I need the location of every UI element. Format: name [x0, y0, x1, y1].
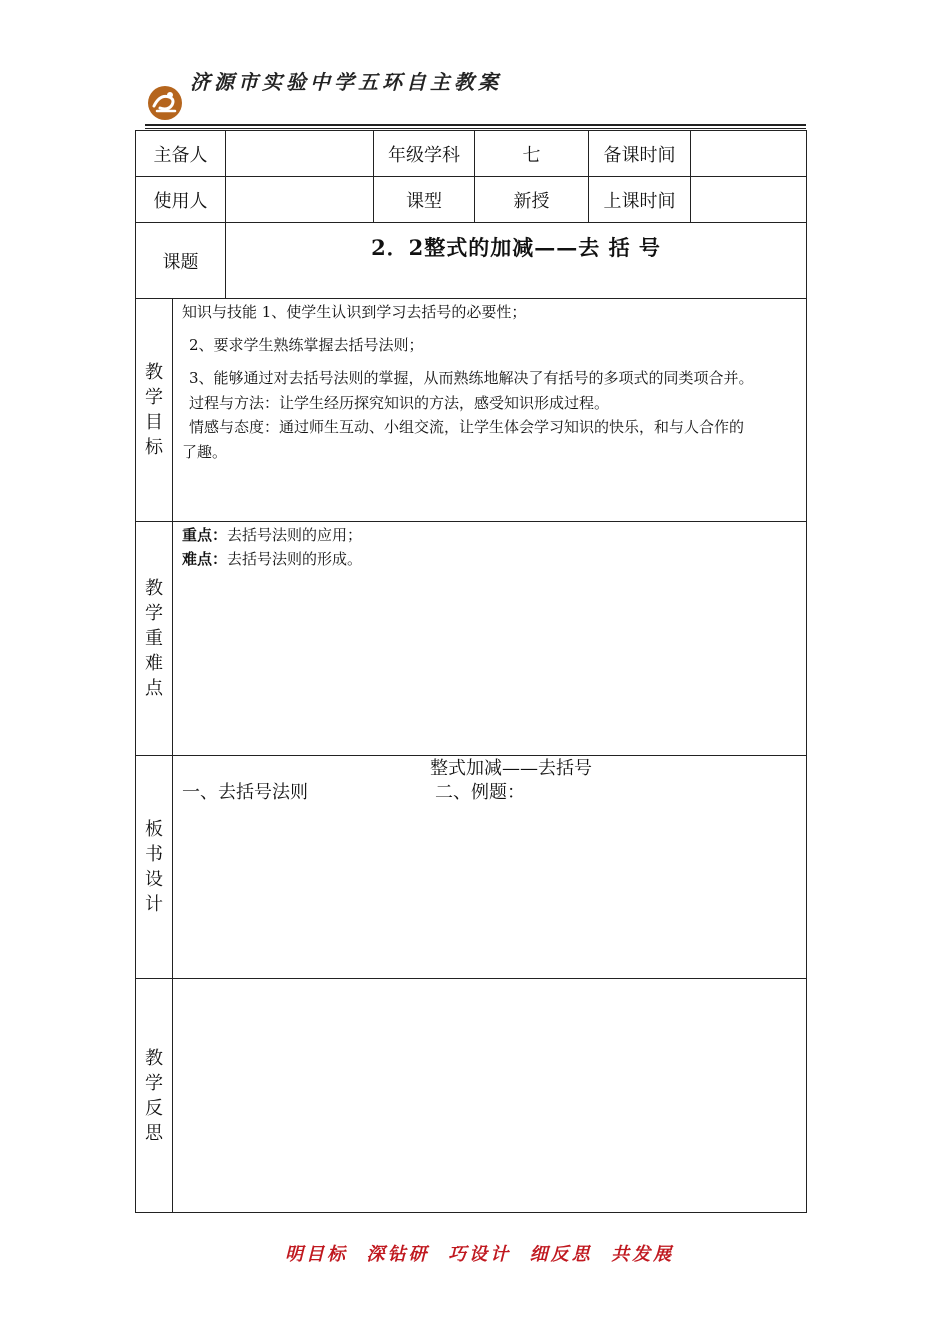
- objective-line: 知识与技能 1、使学生认识到学习去括号的必要性；: [182, 303, 527, 321]
- focus-point: [182, 524, 362, 546]
- board-part-examples: 二、例题：: [435, 782, 525, 803]
- preparer-value[interactable]: [226, 131, 373, 176]
- objective-line: 情感与态度：通过师生互动、小组交流，让学生体会学习知识的快乐，和与人合作的: [189, 418, 745, 436]
- class-time-value[interactable]: [691, 177, 806, 222]
- grade-subject-value[interactable]: 七: [522, 144, 541, 166]
- difficulty-label: 难点：: [182, 550, 228, 568]
- label-char: 教: [145, 362, 163, 383]
- difficulty-point: [182, 548, 362, 570]
- label-char: 教: [145, 578, 163, 599]
- label-char: 反: [145, 1097, 163, 1119]
- label-char: 目: [145, 412, 163, 433]
- footer-motto: 明目标 深钻研 巧设计 细反思 共发展: [285, 1244, 675, 1265]
- board-part-rules: 一、去括号法则: [182, 782, 308, 803]
- label-char: 难: [145, 653, 163, 674]
- user-value[interactable]: [226, 177, 373, 222]
- objective-line: 过程与方法：让学生经历探究知识的方法，感受知识形成过程。: [189, 394, 610, 412]
- header-rule-thin: [145, 128, 806, 129]
- objective-line: 了趣。: [182, 443, 228, 461]
- label-char: 计: [145, 894, 163, 915]
- label-char: 学: [145, 603, 163, 624]
- objective-line: 3、能够通过对去括号法则的掌握，从而熟练地解决了有括号的多项式的同类项合并。: [189, 369, 754, 387]
- grade-subject-label: 年级学科: [388, 144, 460, 166]
- label-char: 点: [145, 678, 163, 699]
- row-divider: [135, 222, 807, 223]
- header-rule: [145, 124, 806, 126]
- board-heading: 整式加减——去括号: [430, 758, 592, 779]
- label-char: 学: [145, 387, 163, 408]
- label-char: 重: [145, 628, 163, 649]
- lesson-type-label: 课型: [406, 190, 442, 212]
- reflection-label: [136, 979, 172, 1212]
- class-time-label: 上课时间: [603, 190, 676, 212]
- lesson-type-value[interactable]: 新授: [513, 190, 550, 212]
- school-header-title: 济源市实验中学五环自主教案: [190, 70, 502, 94]
- label-char: 书: [145, 844, 163, 865]
- row-divider: [135, 298, 807, 299]
- lesson-topic-title: 2．2整式的加减——去 括 号: [371, 235, 661, 260]
- objectives-label: [136, 299, 172, 521]
- preparer-label: 主备人: [153, 144, 208, 166]
- focus-label: 重点：: [182, 526, 228, 544]
- label-char: 标: [145, 437, 163, 458]
- label-char: 板: [145, 819, 163, 840]
- label-char: 教: [145, 1047, 163, 1069]
- school-logo-icon: [145, 84, 185, 122]
- key-points-label: [136, 522, 172, 755]
- reflection-content-area[interactable]: [173, 979, 806, 1212]
- prep-time-value[interactable]: [691, 131, 806, 176]
- focus-text: 去括号法则的应用；: [227, 526, 363, 544]
- board-design-label: [136, 756, 172, 978]
- label-char: 学: [145, 1072, 163, 1094]
- topic-label: 课题: [162, 251, 199, 273]
- user-label: 使用人: [153, 190, 208, 212]
- row-divider: [135, 521, 807, 522]
- label-char: 思: [145, 1122, 163, 1144]
- objective-line: 2、要求学生熟练掌握去括号法则；: [189, 336, 424, 354]
- row-divider: [135, 755, 807, 756]
- prep-time-label: 备课时间: [603, 144, 676, 166]
- label-char: 设: [145, 869, 163, 890]
- difficulty-text: 去括号法则的形成。: [227, 550, 363, 568]
